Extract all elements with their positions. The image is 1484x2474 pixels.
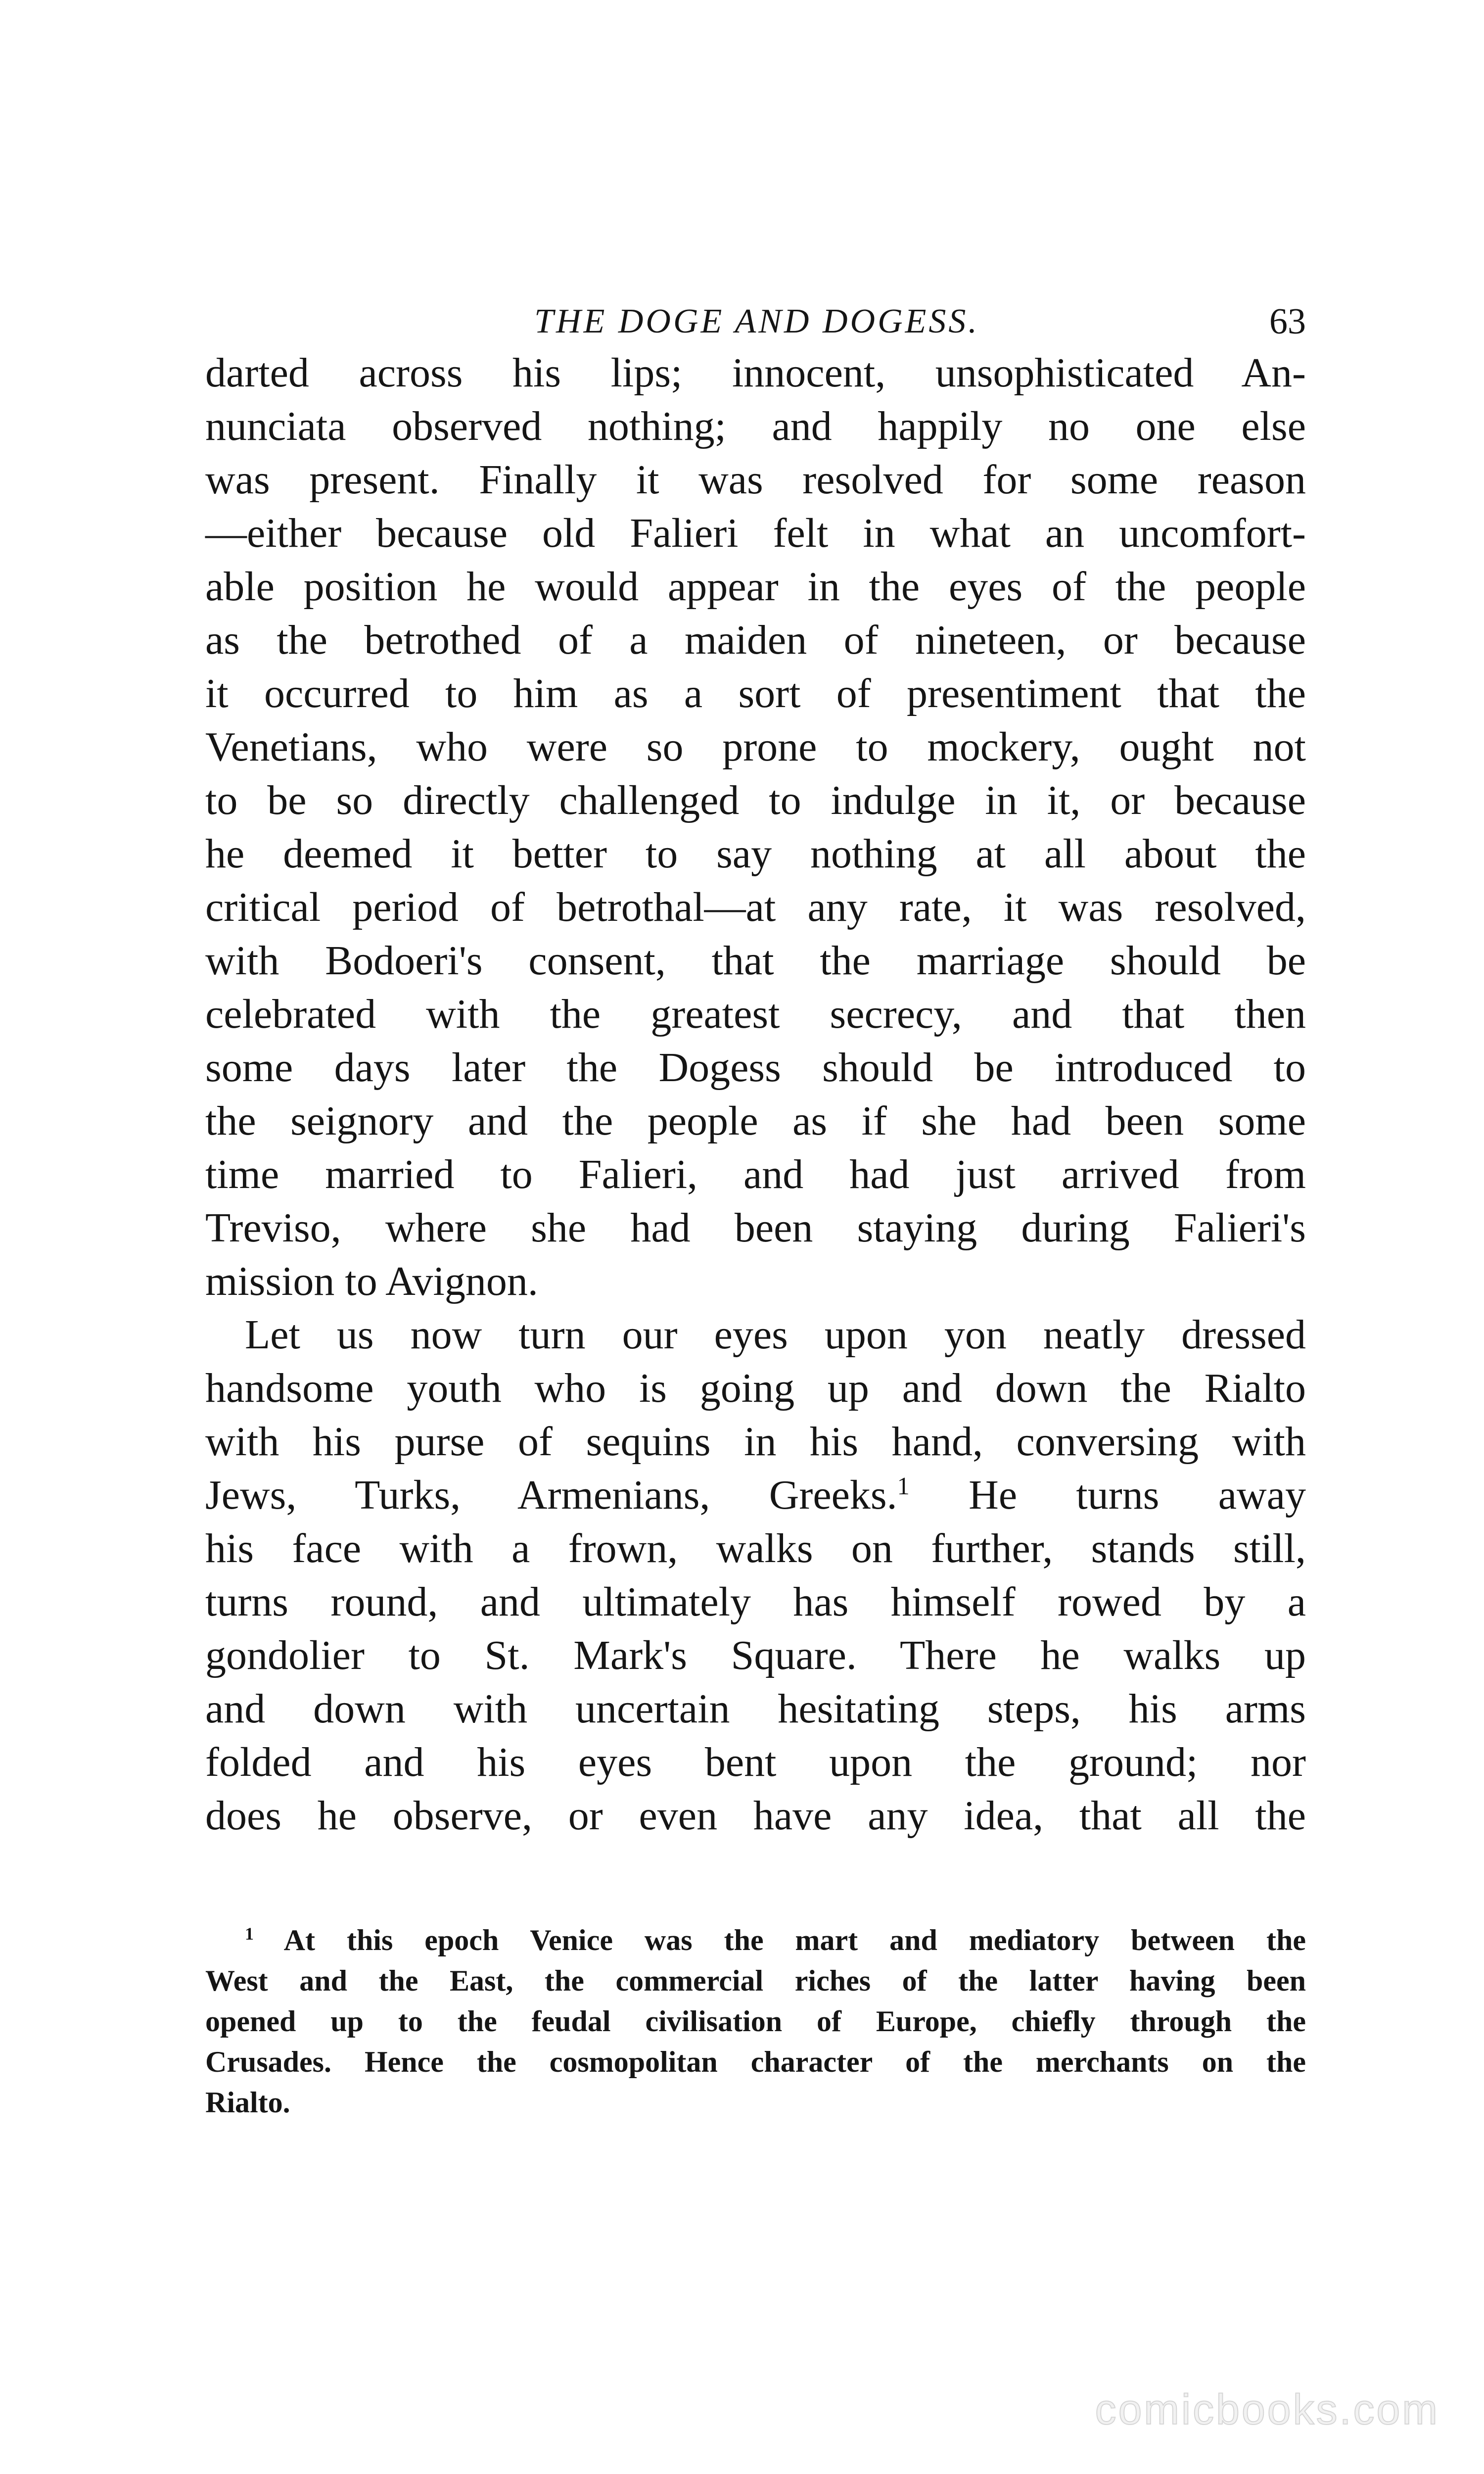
text-segment: At this epoch Venice was the mart and mediatory between the: [283, 1924, 1306, 1956]
text-line: the seignory and the people as if she had been some: [205, 1098, 1306, 1144]
running-header: [208, 297, 1306, 346]
text-line: Venetians, who were so prone to mockery, ought not: [205, 724, 1306, 770]
paragraph-end-line: mission to Avignon.: [205, 1258, 538, 1304]
text-line: and down with uncertain hesitating steps, his arms: [205, 1686, 1306, 1732]
text-line: some days later the Dogess should be introduced to: [205, 1045, 1306, 1091]
footnote-marker: 1: [245, 1924, 254, 1944]
footnote-line: Crusades. Hence the cosmopolitan character of the merchants on the: [205, 2046, 1306, 2078]
body-text: [205, 346, 1306, 1843]
text-line: darted across his lips; innocent, unsophisticated An-: [205, 350, 1306, 396]
text-line: with Bodoeri's consent, that the marriage should be: [205, 938, 1306, 984]
text-line: time married to Falieri, and had just arrived from: [205, 1151, 1306, 1197]
text-line: to be so directly challenged to indulge in it, or because: [205, 777, 1306, 823]
text-line: his face with a frown, walks on further, stands still,: [205, 1525, 1306, 1571]
text-line: —either because old Falieri felt in what an uncomfort-: [205, 510, 1306, 556]
text-line: critical period of betrothal—at any rate, it was resolved,: [205, 884, 1306, 930]
text-line: it occurred to him as a sort of presentiment that the: [205, 670, 1306, 716]
text-line: was present. Finally it was resolved for some reason: [205, 457, 1306, 503]
text-line: handsome youth who is going up and down the Rialto: [205, 1365, 1306, 1411]
paragraph-start-line: Let us now turn our eyes upon yon neatly dressed: [245, 1312, 1306, 1358]
text-line: celebrated with the greatest secrecy, and that then: [205, 991, 1306, 1037]
footnote-reference: 1: [897, 1472, 910, 1500]
page-number: 63: [1269, 301, 1306, 342]
text-line: turns round, and ultimately has himself rowed by a: [205, 1579, 1306, 1625]
text-line: as the betrothed of a maiden of nineteen, or because: [205, 617, 1306, 663]
text-line: nunciata observed nothing; and happily no one else: [205, 403, 1306, 449]
text-line: he deemed it better to say nothing at all about the: [205, 831, 1306, 877]
text-line-with-note-ref: [205, 1469, 1306, 1522]
running-title: THE DOGE AND DOGESS.: [534, 302, 979, 340]
footnote-line: Rialto.: [205, 2086, 290, 2119]
text-segment: He turns away: [969, 1472, 1306, 1518]
text-line: gondolier to St. Mark's Square. There he walks up: [205, 1632, 1306, 1678]
text-line: Treviso, where she had been staying during Falieri's: [205, 1205, 1306, 1251]
footnote-line: [205, 1920, 1306, 1960]
text-line: does he observe, or even have any idea, that all the: [205, 1793, 1306, 1839]
footnote: [205, 1920, 1306, 2123]
text-line: folded and his eyes bent upon the ground; nor: [205, 1739, 1306, 1785]
footnote-line: West and the East, the commercial riches of the latter having been: [205, 1964, 1306, 1997]
text-line: with his purse of sequins in his hand, conversing with: [205, 1419, 1306, 1465]
text-segment: Jews, Turks, Armenians, Greeks.: [205, 1472, 897, 1518]
watermark: comicbooks.com: [1095, 2386, 1439, 2433]
text-line: able position he would appear in the eyes of the people: [205, 564, 1306, 610]
footnote-line: opened up to the feudal civilisation of Europe, chiefly through the: [205, 2005, 1306, 2038]
